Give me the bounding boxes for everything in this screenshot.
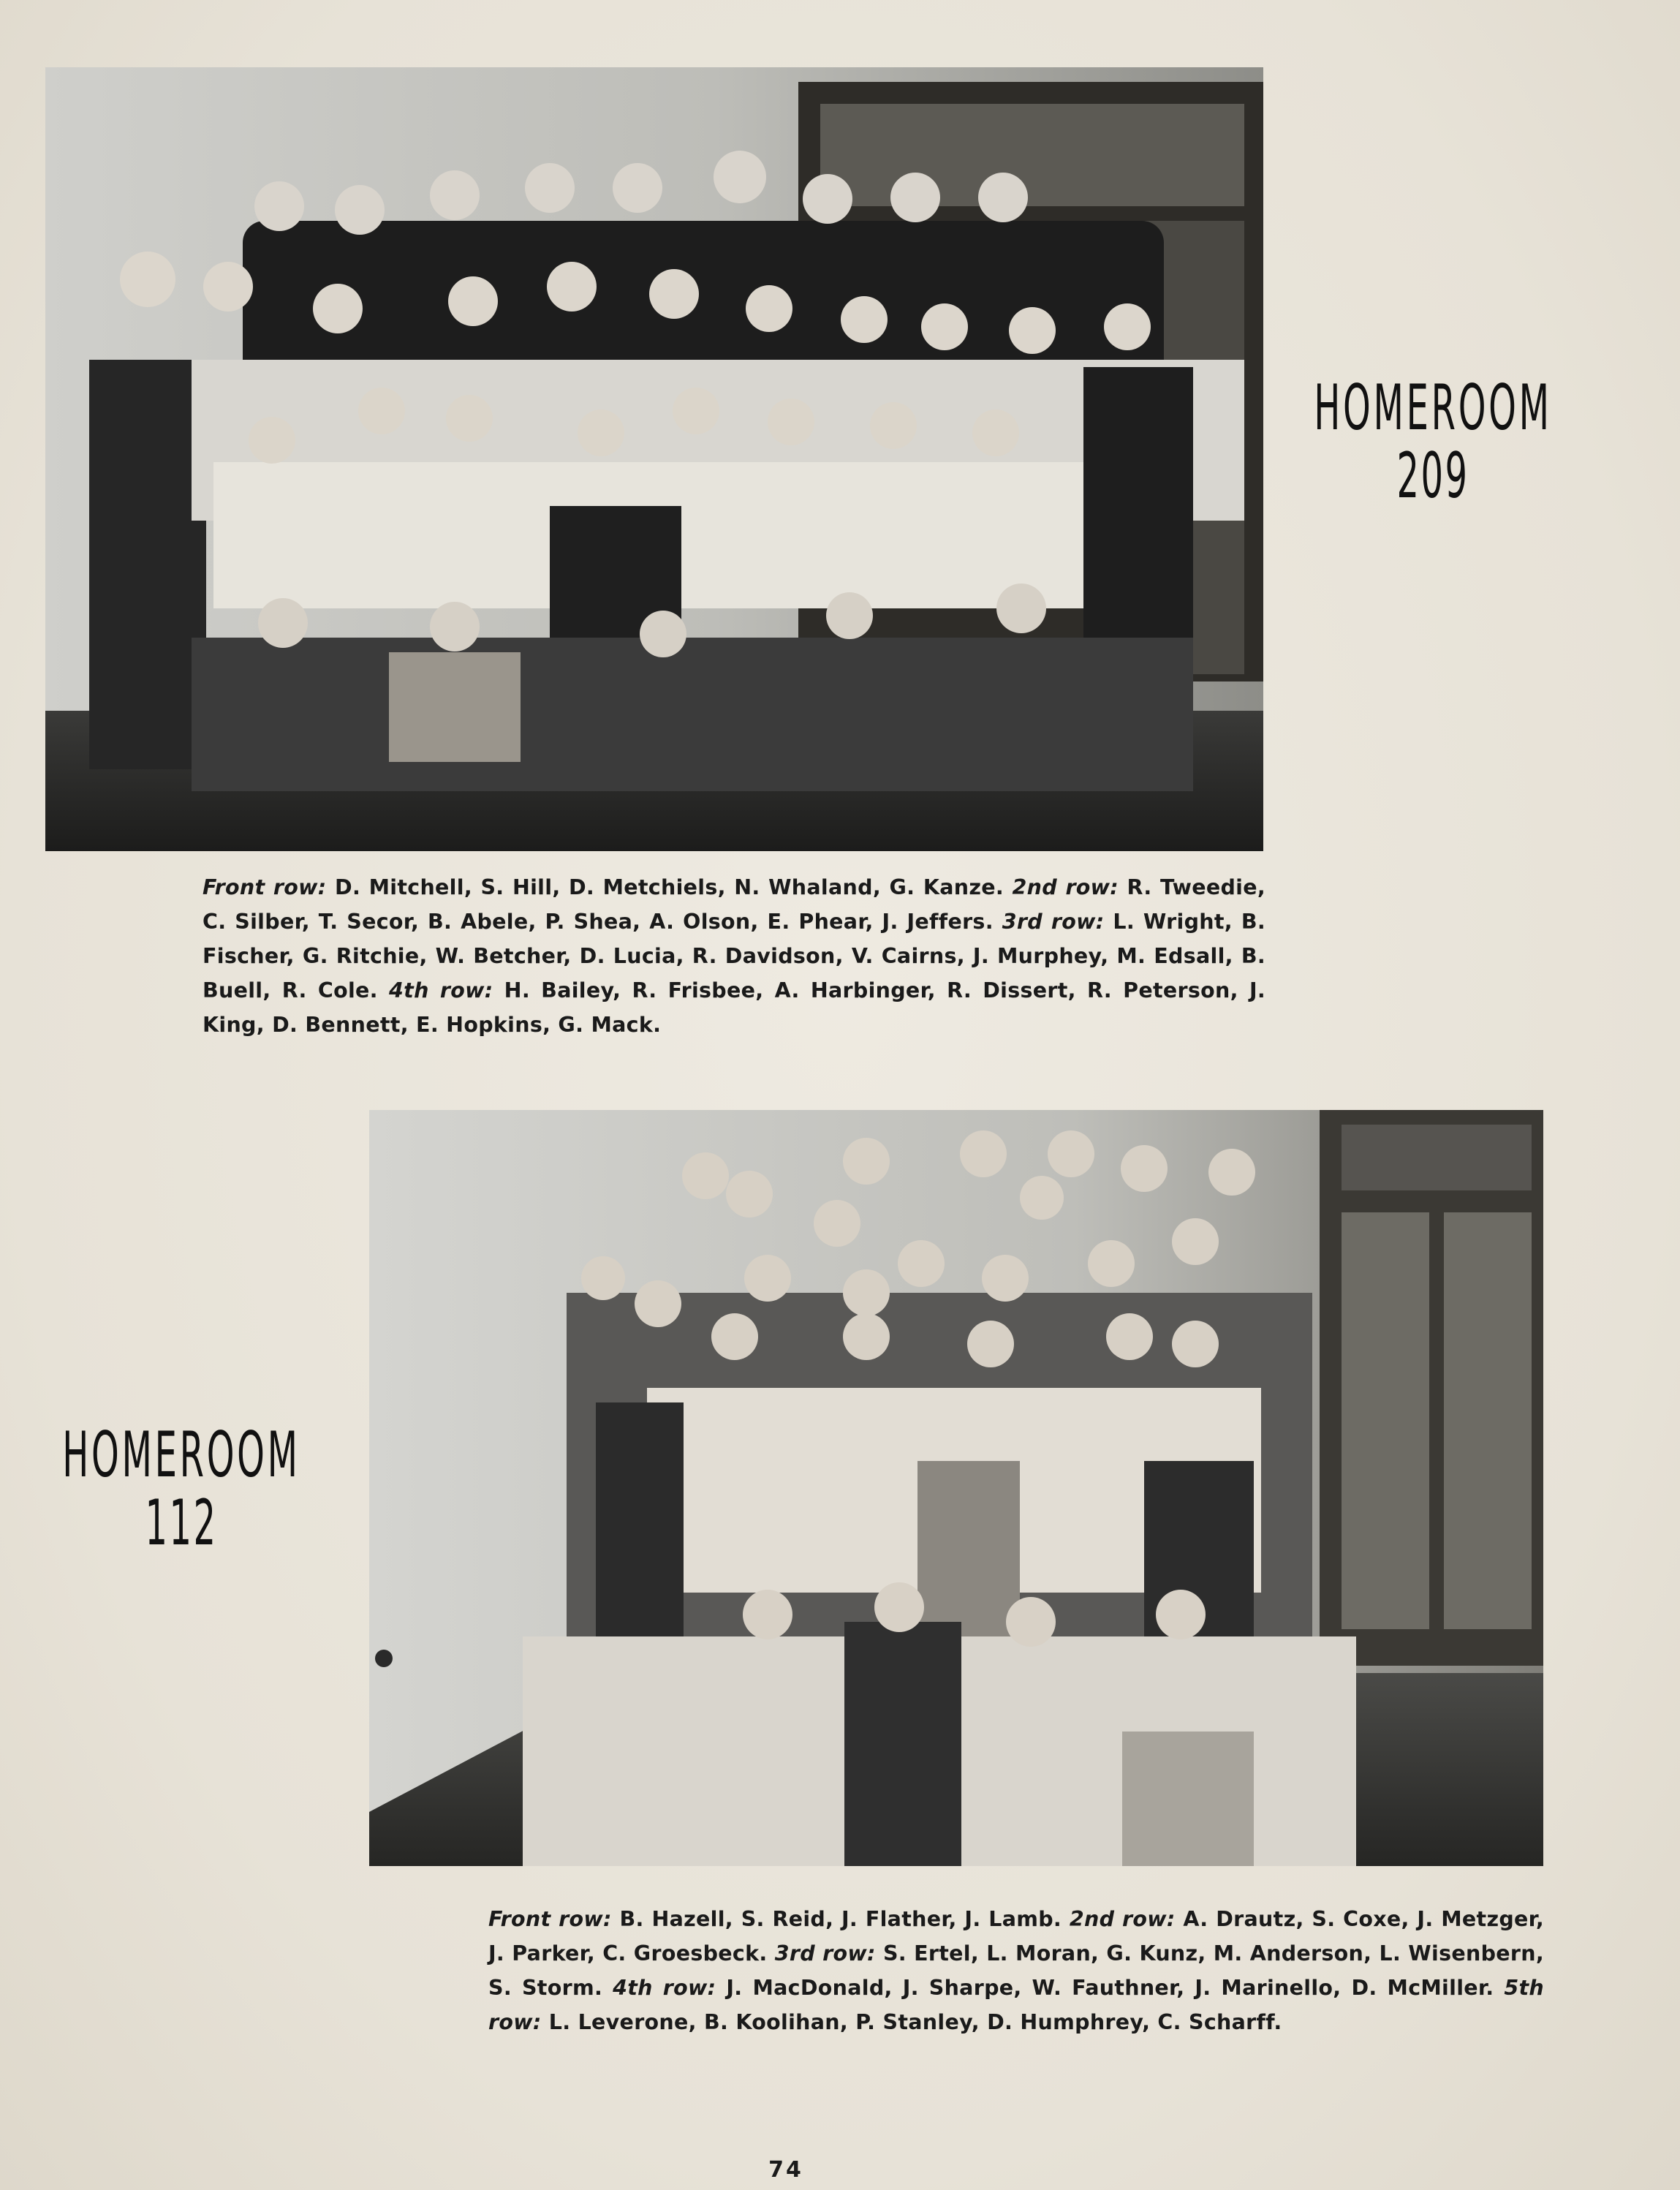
caption-row-label: 4th row:	[613, 1976, 716, 2000]
homeroom-112-title	[59, 1419, 304, 1560]
caption-row-label: Front row:	[203, 875, 327, 899]
caption-row-names: L. Wright, B. Fischer, G. Ritchie, W. Betcher, D. Lucia, R. Davidson, V. Cairns, J. Murphey, M. Edsall, B. Buell, R. Cole.	[203, 910, 1265, 1003]
caption-row-names: H. Bailey, R. Frisbee, A. Harbinger, R. Dissert, R. Peterson, J. King, D. Bennett, E. Hopkins, G. Mack.	[203, 978, 1265, 1037]
caption-row-names: L. Leverone, B. Koolihan, P. Stanley, D. Humphrey, C. Scharff.	[541, 2010, 1282, 2034]
caption-row-label: 2nd row:	[1069, 1907, 1176, 1931]
caption-row-label: 5th row:	[488, 1976, 1544, 2034]
homeroom-heading-word: HOMEROOM	[62, 1419, 300, 1492]
group-photo-209-image	[45, 67, 1263, 851]
caption-row-names: B. Hazell, S. Reid, J. Flather, J. Lamb.	[611, 1907, 1070, 1931]
homeroom-heading-word: HOMEROOM	[1314, 371, 1552, 445]
caption-row-names: S. Ertel, L. Moran, G. Kunz, M. Anderson, L. Wisenbern, S. Storm.	[488, 1941, 1544, 2000]
caption-row-label: Front row:	[488, 1907, 612, 1931]
caption-row-names: D. Mitchell, S. Hill, D. Metchiels, N. Whaland, G. Kanze.	[326, 875, 1013, 899]
caption-row-names: A. Drautz, S. Coxe, J. Metzger, J. Parker, C. Groesbeck.	[488, 1907, 1544, 1966]
caption-row-label: 3rd row:	[1002, 910, 1105, 934]
caption-row-label: 2nd row:	[1012, 875, 1119, 899]
homeroom-heading-number: 209	[1396, 439, 1469, 513]
caption-row-label: 4th row:	[389, 978, 493, 1003]
homeroom-209-group-photo	[45, 67, 1263, 851]
homeroom-209-caption	[203, 870, 1265, 1042]
caption-row-names: J. MacDonald, J. Sharpe, W. Fauthner, J. Marinello, D. McMiller.	[716, 1976, 1505, 2000]
homeroom-heading-number: 112	[145, 1486, 218, 1560]
homeroom-112-caption	[488, 1902, 1544, 2039]
caption-row-label: 3rd row:	[774, 1941, 876, 1966]
page-number: 74	[768, 2157, 803, 2183]
caption-row-names: R. Tweedie, C. Silber, T. Secor, B. Abele, P. Shea, A. Olson, E. Phear, J. Jeffers.	[203, 875, 1265, 934]
homeroom-112-group-photo	[369, 1110, 1543, 1866]
group-photo-112-image	[369, 1110, 1543, 1866]
homeroom-209-title	[1311, 371, 1556, 513]
